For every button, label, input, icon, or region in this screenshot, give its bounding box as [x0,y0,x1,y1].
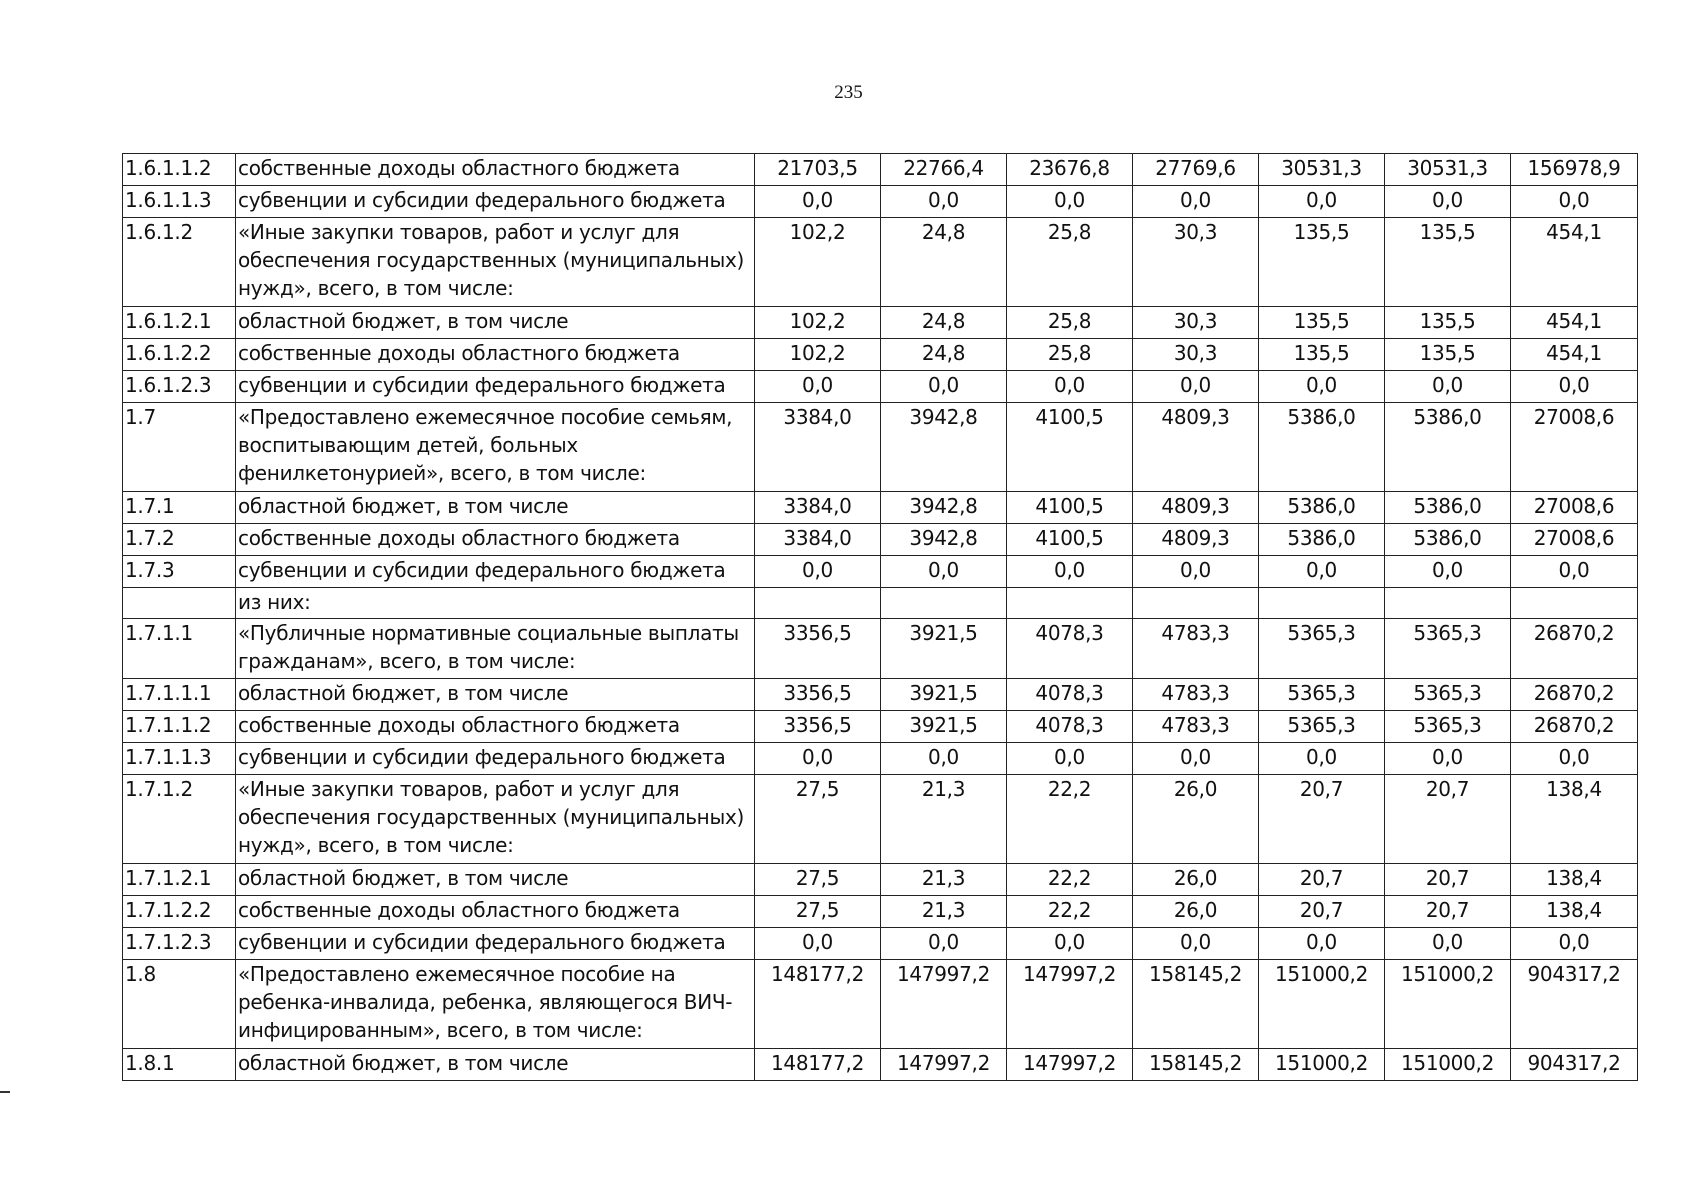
row-total: 0,0 [1511,743,1638,775]
row-name: собственные доходы областного бюджета [236,339,755,371]
row-value: 0,0 [1007,743,1133,775]
row-total: 27008,6 [1511,524,1638,556]
row-value: 5365,3 [1385,711,1511,743]
row-value: 0,0 [755,743,881,775]
row-code: 1.7.1.2.3 [123,928,236,960]
row-name: «Предоставлено ежемесячное пособие семьям, воспитывающим детей, больных фенилкетонурией», всего, в том числе: [236,403,755,492]
row-value [755,588,881,619]
row-value: 0,0 [1007,556,1133,588]
row-value: 0,0 [1385,186,1511,218]
row-code: 1.7.1.2 [123,775,236,864]
row-value: 22,2 [1007,896,1133,928]
row-value: 135,5 [1385,218,1511,307]
row-value: 4100,5 [1007,492,1133,524]
row-total: 904317,2 [1511,960,1638,1049]
page-number: 235 [834,82,863,103]
row-code: 1.7.1.1.1 [123,679,236,711]
row-value: 4078,3 [1007,619,1133,679]
row-value: 135,5 [1385,339,1511,371]
row-value: 0,0 [1259,371,1385,403]
row-total: 27008,6 [1511,492,1638,524]
row-total: 0,0 [1511,928,1638,960]
row-value: 4783,3 [1133,711,1259,743]
table-row [123,928,1638,960]
table-row [123,556,1638,588]
row-value [881,588,1007,619]
row-value: 30531,3 [1385,154,1511,186]
row-code: 1.7.1.1.2 [123,711,236,743]
row-code: 1.6.1.2 [123,218,236,307]
row-value: 3356,5 [755,619,881,679]
row-value: 135,5 [1259,307,1385,339]
table-row [123,679,1638,711]
row-name: областной бюджет, в том числе [236,1049,755,1081]
row-value: 4809,3 [1133,403,1259,492]
row-value: 3921,5 [881,679,1007,711]
row-value: 3942,8 [881,524,1007,556]
row-code: 1.7 [123,403,236,492]
row-code: 1.7.2 [123,524,236,556]
row-name: собственные доходы областного бюджета [236,896,755,928]
row-name: собственные доходы областного бюджета [236,524,755,556]
row-value: 26,0 [1133,864,1259,896]
row-value: 30,3 [1133,218,1259,307]
row-name: собственные доходы областного бюджета [236,154,755,186]
row-value: 102,2 [755,339,881,371]
row-value: 5386,0 [1259,492,1385,524]
row-value: 4100,5 [1007,403,1133,492]
row-value: 23676,8 [1007,154,1133,186]
row-name: «Публичные нормативные социальные выплаты гражданам», всего, в том числе: [236,619,755,679]
row-value: 0,0 [1133,556,1259,588]
row-value: 151000,2 [1385,1049,1511,1081]
row-value: 0,0 [1133,743,1259,775]
row-total: 26870,2 [1511,619,1638,679]
row-value: 5386,0 [1259,524,1385,556]
scan-edge-mark [0,1091,10,1093]
row-value: 0,0 [755,556,881,588]
row-value: 21703,5 [755,154,881,186]
row-value [1133,588,1259,619]
row-value: 148177,2 [755,960,881,1049]
row-value: 30531,3 [1259,154,1385,186]
table-row [123,960,1638,1049]
row-value: 0,0 [881,371,1007,403]
row-name: субвенции и субсидии федерального бюджета [236,371,755,403]
budget-table [122,153,1638,1081]
table-row [123,619,1638,679]
table-row [123,307,1638,339]
row-value: 20,7 [1385,775,1511,864]
row-name: субвенции и субсидии федерального бюджета [236,928,755,960]
row-value: 4078,3 [1007,679,1133,711]
row-total: 0,0 [1511,556,1638,588]
table-row [123,896,1638,928]
row-code: 1.8.1 [123,1049,236,1081]
row-value: 5365,3 [1259,619,1385,679]
row-value: 21,3 [881,896,1007,928]
row-value: 0,0 [881,928,1007,960]
row-code: 1.6.1.2.1 [123,307,236,339]
row-value: 3942,8 [881,403,1007,492]
row-value [1385,588,1511,619]
row-code: 1.7.1.2.1 [123,864,236,896]
row-value: 25,8 [1007,218,1133,307]
row-code: 1.7.3 [123,556,236,588]
row-value: 21,3 [881,775,1007,864]
row-code: 1.6.1.1.2 [123,154,236,186]
table-row [123,403,1638,492]
row-value: 5386,0 [1259,403,1385,492]
row-name: субвенции и субсидии федерального бюджета [236,743,755,775]
row-value: 151000,2 [1385,960,1511,1049]
row-value: 158145,2 [1133,1049,1259,1081]
table-row [123,492,1638,524]
row-value: 20,7 [1259,896,1385,928]
row-name: «Иные закупки товаров, работ и услуг для обеспечения государственных (муниципальных) нужд», всего, в том числе: [236,218,755,307]
row-value: 27,5 [755,896,881,928]
row-value: 24,8 [881,307,1007,339]
row-value: 20,7 [1259,775,1385,864]
row-total: 138,4 [1511,864,1638,896]
row-value: 0,0 [1385,371,1511,403]
row-value: 22,2 [1007,864,1133,896]
row-value: 25,8 [1007,339,1133,371]
row-value: 3356,5 [755,711,881,743]
row-name: субвенции и субсидии федерального бюджета [236,186,755,218]
row-value: 4078,3 [1007,711,1133,743]
row-value: 147997,2 [1007,1049,1133,1081]
row-code: 1.6.1.1.3 [123,186,236,218]
row-value: 27769,6 [1133,154,1259,186]
row-name: из них: [236,588,755,619]
row-name: субвенции и субсидии федерального бюджета [236,556,755,588]
row-value: 158145,2 [1133,960,1259,1049]
row-value: 0,0 [1385,556,1511,588]
row-value: 0,0 [1259,743,1385,775]
row-total: 26870,2 [1511,711,1638,743]
row-code: 1.7.1.2.2 [123,896,236,928]
table-row [123,186,1638,218]
row-value: 30,3 [1133,339,1259,371]
row-value: 5365,3 [1385,619,1511,679]
row-value: 4809,3 [1133,524,1259,556]
row-value: 4783,3 [1133,679,1259,711]
row-code [123,588,236,619]
row-value: 0,0 [1259,928,1385,960]
row-value: 27,5 [755,775,881,864]
row-value: 0,0 [881,743,1007,775]
row-name: областной бюджет, в том числе [236,679,755,711]
row-total: 156978,9 [1511,154,1638,186]
row-value: 3356,5 [755,679,881,711]
row-total: 454,1 [1511,307,1638,339]
row-value: 24,8 [881,339,1007,371]
row-value: 3384,0 [755,524,881,556]
row-code: 1.7.1 [123,492,236,524]
row-total: 27008,6 [1511,403,1638,492]
row-value: 3384,0 [755,403,881,492]
row-value: 0,0 [1133,371,1259,403]
row-name: областной бюджет, в том числе [236,307,755,339]
table-row [123,711,1638,743]
table-row [123,371,1638,403]
row-value: 26,0 [1133,896,1259,928]
row-code: 1.7.1.1.3 [123,743,236,775]
row-code: 1.6.1.2.3 [123,371,236,403]
row-value: 3921,5 [881,711,1007,743]
row-value: 27,5 [755,864,881,896]
row-value: 5386,0 [1385,492,1511,524]
row-value: 135,5 [1385,307,1511,339]
row-value: 0,0 [1385,928,1511,960]
row-code: 1.6.1.2.2 [123,339,236,371]
row-value: 4100,5 [1007,524,1133,556]
row-value: 135,5 [1259,339,1385,371]
row-value: 4783,3 [1133,619,1259,679]
row-code: 1.7.1.1 [123,619,236,679]
row-value: 24,8 [881,218,1007,307]
row-value: 102,2 [755,218,881,307]
row-total: 0,0 [1511,371,1638,403]
row-name: «Предоставлено ежемесячное пособие на ребенка-инвалида, ребенка, являющегося ВИЧ-инфицированным», всего, в том числе: [236,960,755,1049]
row-name: областной бюджет, в том числе [236,864,755,896]
row-value: 3942,8 [881,492,1007,524]
table-row [123,154,1638,186]
row-value: 4809,3 [1133,492,1259,524]
row-value: 0,0 [1385,743,1511,775]
row-value: 0,0 [755,371,881,403]
budget-table-body [123,154,1638,1081]
row-value: 147997,2 [881,960,1007,1049]
table-row [123,775,1638,864]
row-value: 21,3 [881,864,1007,896]
row-value: 102,2 [755,307,881,339]
row-value: 0,0 [1133,186,1259,218]
row-total: 454,1 [1511,339,1638,371]
row-name: «Иные закупки товаров, работ и услуг для обеспечения государственных (муниципальных) нужд», всего, в том числе: [236,775,755,864]
row-value: 0,0 [1259,556,1385,588]
row-value: 0,0 [1133,928,1259,960]
row-value: 20,7 [1259,864,1385,896]
row-name: областной бюджет, в том числе [236,492,755,524]
table-row [123,1049,1638,1081]
row-name: собственные доходы областного бюджета [236,711,755,743]
row-total: 138,4 [1511,775,1638,864]
row-value: 5386,0 [1385,524,1511,556]
row-value: 148177,2 [755,1049,881,1081]
table-row [123,588,1638,619]
row-total: 0,0 [1511,186,1638,218]
row-value: 5365,3 [1385,679,1511,711]
row-total: 904317,2 [1511,1049,1638,1081]
row-value: 0,0 [1007,371,1133,403]
row-value: 20,7 [1385,864,1511,896]
row-value: 0,0 [881,556,1007,588]
row-value: 147997,2 [1007,960,1133,1049]
row-value: 22,2 [1007,775,1133,864]
row-value: 5386,0 [1385,403,1511,492]
row-value: 151000,2 [1259,1049,1385,1081]
row-value: 0,0 [1007,186,1133,218]
row-value: 3384,0 [755,492,881,524]
row-value: 0,0 [755,928,881,960]
row-value: 3921,5 [881,619,1007,679]
row-total: 138,4 [1511,896,1638,928]
row-value: 5365,3 [1259,679,1385,711]
row-total [1511,588,1638,619]
row-value: 30,3 [1133,307,1259,339]
row-value: 0,0 [1259,186,1385,218]
row-value: 151000,2 [1259,960,1385,1049]
row-total: 454,1 [1511,218,1638,307]
row-value: 0,0 [755,186,881,218]
row-value: 147997,2 [881,1049,1007,1081]
row-value: 22766,4 [881,154,1007,186]
table-row [123,743,1638,775]
row-value: 135,5 [1259,218,1385,307]
row-value: 0,0 [1007,928,1133,960]
table-row [123,864,1638,896]
row-code: 1.8 [123,960,236,1049]
row-total: 26870,2 [1511,679,1638,711]
row-value [1007,588,1133,619]
row-value: 25,8 [1007,307,1133,339]
table-row [123,339,1638,371]
table-row [123,218,1638,307]
row-value: 0,0 [881,186,1007,218]
row-value: 26,0 [1133,775,1259,864]
row-value: 20,7 [1385,896,1511,928]
row-value [1259,588,1385,619]
row-value: 5365,3 [1259,711,1385,743]
table-row [123,524,1638,556]
